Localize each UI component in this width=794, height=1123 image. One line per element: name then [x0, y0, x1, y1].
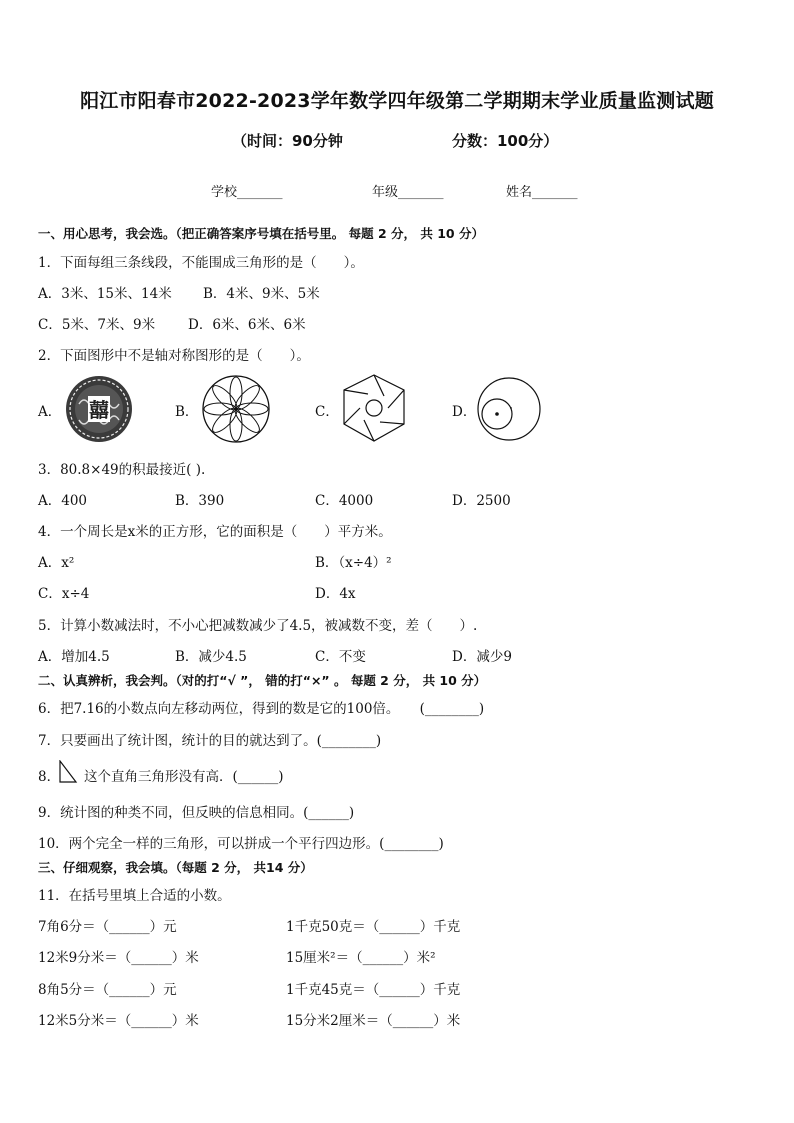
q6: 6．把7.16的小数点向左移动两位，得到的数是它的100倍。 (________) [38, 701, 485, 717]
exam-time: （时间：90分钟 [232, 132, 343, 150]
q5-option-b: B．减少4.5 [175, 649, 247, 665]
q2-stem: 2．下面图形中不是轴对称图形的是（ ）。 [38, 348, 310, 364]
fill-row-2-right: 15厘米²＝（______）米² [286, 950, 436, 966]
q4-option-d: D．4x [315, 586, 356, 602]
q9: 9．统计图的种类不同，但反映的信息相同。(______) [38, 805, 355, 821]
q5-option-d: D．减少9 [452, 649, 512, 665]
q2-option-b: B． [175, 404, 199, 420]
q7: 7．只要画出了统计图，统计的目的就达到了。(________) [38, 733, 382, 749]
q4-option-a: A．x² [38, 555, 75, 571]
section-2-heading: 二、认真辨析，我会判。（对的打“√ ”， 错的打“×” 。 每题 2 分， 共 10 分） [38, 673, 487, 688]
section-1-heading: 一、用心思考，我会选。（把正确答案序号填在括号里。 每题 2 分， 共 10 分） [38, 226, 484, 241]
q1-option-b: B．4米、9米、5米 [203, 286, 320, 302]
q2-option-a: A． [38, 404, 62, 420]
q5-option-c: C．不变 [315, 649, 366, 665]
q3-option-c: C．4000 [315, 493, 374, 509]
fill-row-4-left: 12米5分米＝（______）米 [38, 1013, 199, 1029]
q4-option-b: B．（x÷4）² [315, 555, 392, 571]
q4-stem: 4．一个周长是x米的正方形，它的面积是（ ）平方米。 [38, 524, 392, 540]
q4-option-c: C．x÷4 [38, 586, 90, 602]
pinwheel-figure [336, 372, 412, 444]
q3-stem: 3．80.8×49的积最接近( ). [38, 462, 206, 478]
q2-option-d: D． [452, 404, 477, 420]
q1-option-a: A．3米、15米、14米 [38, 286, 172, 302]
flower-circle-figure [200, 373, 272, 445]
q5-stem: 5．计算小数减法时，不小心把减数减少了4.5，被减数不变，差（ ）. [38, 618, 478, 634]
fill-row-2-left: 12米9分米＝（______）米 [38, 950, 199, 966]
fill-row-1-left: 7角6分＝（______）元 [38, 919, 177, 935]
q3-option-b: B．390 [175, 493, 225, 509]
school-field: 学校_______ [211, 185, 283, 200]
name-field: 姓名_______ [506, 185, 578, 200]
page-title: 阳江市阳春市2022-2023学年数学四年级第二学期期末学业质量监测试题 [80, 90, 714, 112]
fill-row-1-right: 1千克50克＝（______）千克 [286, 919, 461, 935]
q3-option-a: A．400 [38, 493, 88, 509]
fill-row-4-right: 15分米2厘米＝（______）米 [286, 1013, 461, 1029]
exam-score: 分数：100分） [452, 132, 559, 150]
circle-dot-figure [476, 376, 542, 442]
q3-option-d: D．2500 [452, 493, 511, 509]
section-3-heading: 三、仔细观察，我会填。（每题 2 分， 共14 分） [38, 860, 313, 875]
q8-number: 8． [38, 769, 61, 785]
q10: 10．两个完全一样的三角形，可以拼成一个平行四边形。(________) [38, 836, 444, 852]
double-happiness-char: 囍 [89, 398, 109, 422]
q2-option-c: C． [315, 404, 339, 420]
grade-field: 年级_______ [372, 185, 444, 200]
fill-row-3-left: 8角5分＝（______）元 [38, 982, 177, 998]
fill-row-3-right: 1千克45克＝（______）千克 [286, 982, 461, 998]
q1-option-c: C．5米、7米、9米 [38, 317, 156, 333]
q8-text: 这个直角三角形没有高．(______) [84, 769, 284, 785]
double-happiness-figure [64, 374, 134, 444]
q1-stem: 1．下面每组三条线段，不能围成三角形的是（ ）。 [38, 255, 364, 271]
q1-option-d: D．6米、6米、6米 [188, 317, 306, 333]
q11-stem: 11．在括号里填上合适的小数。 [38, 888, 231, 904]
q5-option-a: A．增加4.5 [38, 649, 110, 665]
right-triangle-icon [58, 760, 78, 784]
